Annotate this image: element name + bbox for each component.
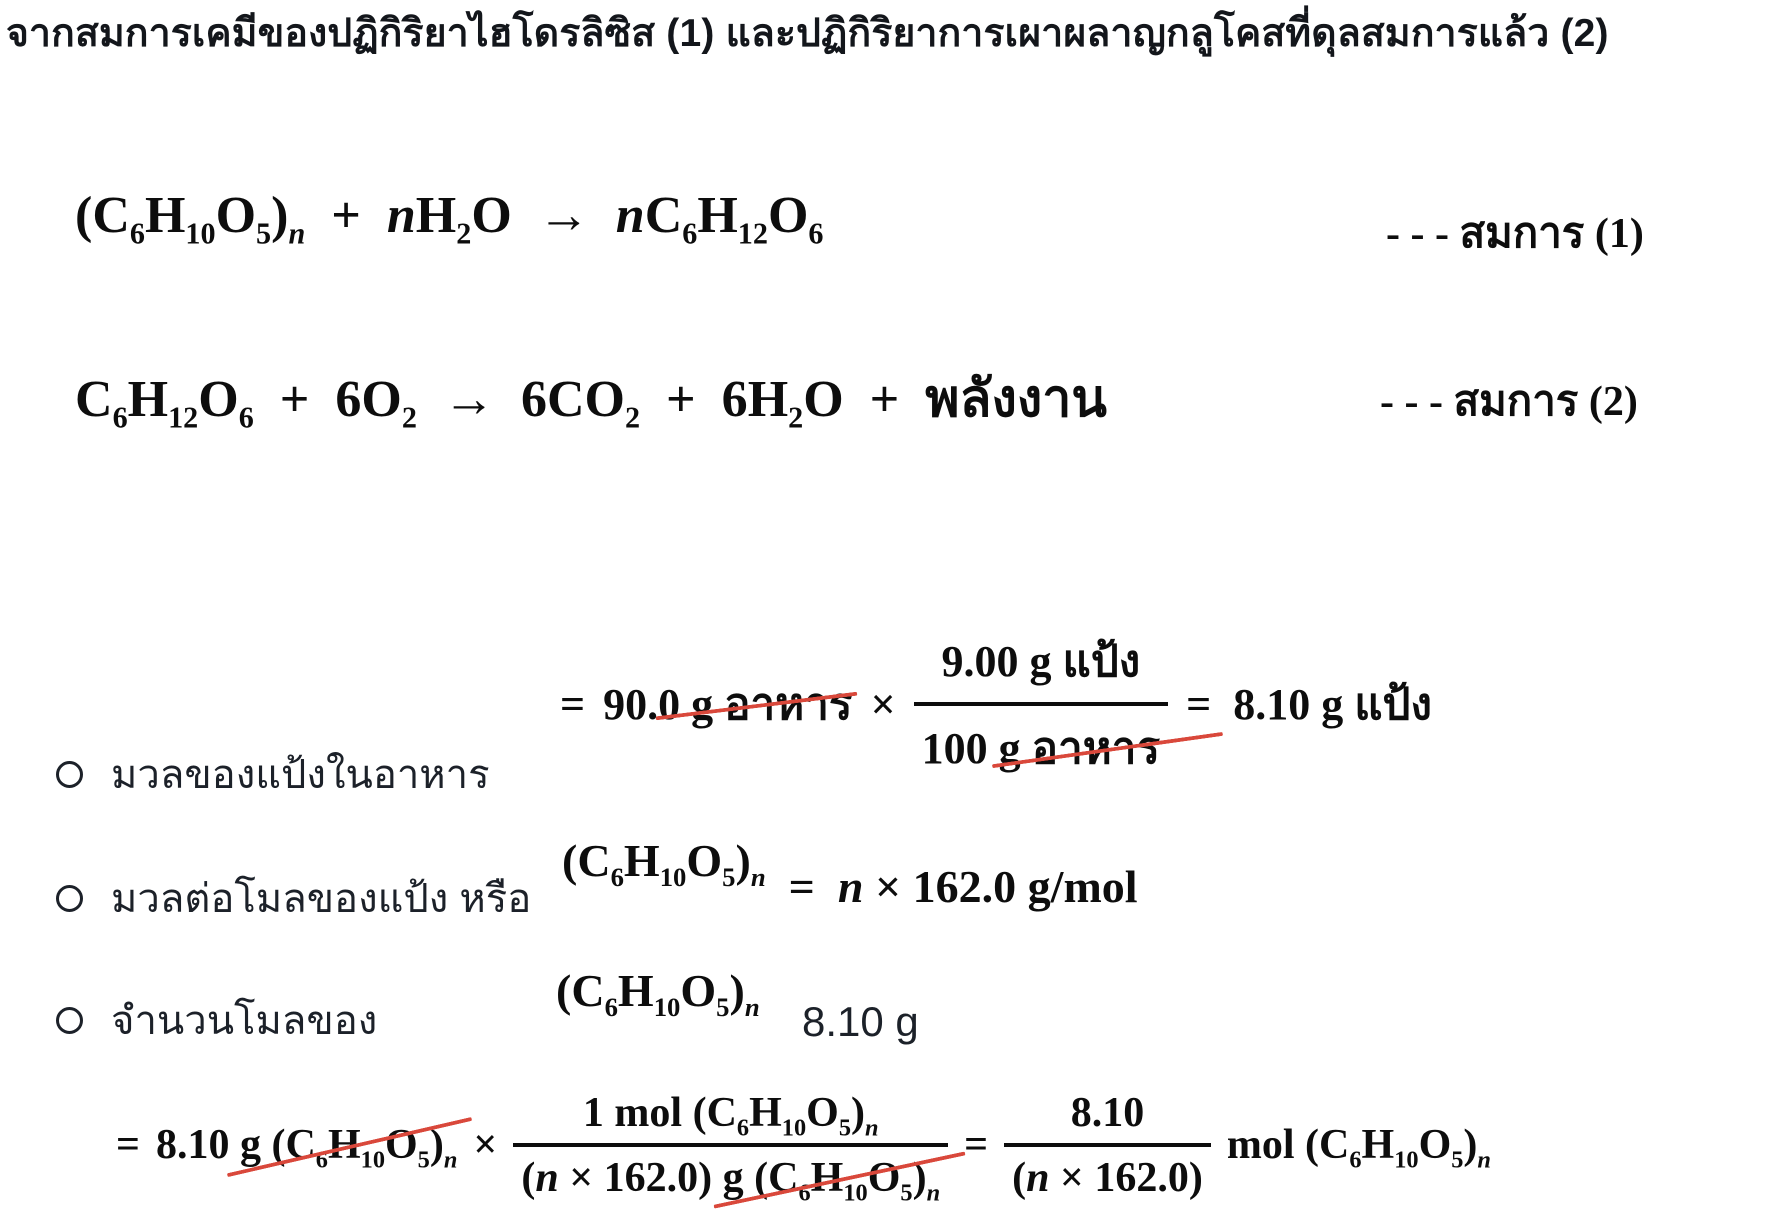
bullet-label: จำนวนโมลของ (111, 999, 378, 1043)
hydrolysis-equation: $(C_6H_{10}O_5)_n + nH_2O \to nC_6H_{12}O_6$ (75, 187, 824, 251)
mole-conversion-fraction (513, 1089, 948, 1206)
starch-mass-calculation (560, 618, 1432, 790)
bullet-item-mole-count (56, 988, 377, 1052)
bullet-circle-icon (56, 761, 83, 788)
bullet-label: มวลของแป้งในอาหาร (111, 753, 490, 797)
fraction-denominator: (n × 162.0) (1004, 1143, 1211, 1202)
fraction-denominator: (n × 162.0) g $(C_6H_{10}O_5)_n$ (513, 1143, 948, 1202)
bullet-label: มวลต่อโมลของแป้ง หรือ (111, 877, 532, 921)
fraction-numerator: 8.10 (1070, 1089, 1145, 1136)
mole-calculation (116, 1075, 1491, 1214)
molar-mass-value: = n × 162.0 g/mol (765, 861, 1138, 912)
starch-mass-result: = 8.10 g แป้ง (1186, 680, 1432, 729)
equals-sign: = (116, 1122, 140, 1168)
food-mass-term: 90.0 g อาหาร (603, 669, 852, 739)
page-title: จากสมการเคมีของปฏิกิริยาไฮโดรลิซิส (1) และปฏิกิริยาการเผาผลาญกลูโคสที่ดุลสมการแล้ว (2) (6, 12, 1609, 55)
starch-mass-annotation: 8.10 g (802, 998, 919, 1045)
starch-polymer-formula: $(C_6H_{10}O_5)_n$ (556, 965, 760, 1023)
equation-1-label: - - - สมการ (1) (1386, 211, 1644, 257)
mole-result-fraction (1004, 1089, 1211, 1202)
starch-mass-term: 8.10 g $(C_6H_{10}O_5)_n$ (155, 1122, 458, 1174)
multiply-sign: × (473, 1122, 498, 1168)
fraction-numerator: 1 mol $(C_6H_{10}O_5)_n$ (582, 1089, 879, 1141)
equals-sign: = (560, 679, 586, 729)
mole-result-unit: mol $(C_6H_{10}O_5)_n$ (1226, 1122, 1491, 1174)
bullet-item-starch-mass (56, 742, 490, 806)
starch-ratio-fraction (914, 626, 1168, 783)
fraction-numerator: 9.00 g แป้ง (941, 636, 1141, 686)
starch-polymer-formula: $(C_6H_{10}O_5)_n$ (562, 835, 766, 893)
bullet-circle-icon (56, 885, 83, 912)
combustion-equation: $C_6H_{12}O_6 + 6O_2 \to 6CO_2 + 6H_2O$ + พลังงาน (75, 371, 1107, 435)
equals-sign: = (964, 1122, 989, 1168)
molar-mass-formula (562, 834, 1138, 912)
multiply-sign: × (870, 679, 896, 729)
fraction-denominator: 100 g อาหาร (914, 702, 1168, 783)
bullet-circle-icon (56, 1007, 83, 1034)
bullet-item-molar-mass (56, 866, 531, 930)
equation-2-label: - - - สมการ (2) (1380, 379, 1638, 425)
